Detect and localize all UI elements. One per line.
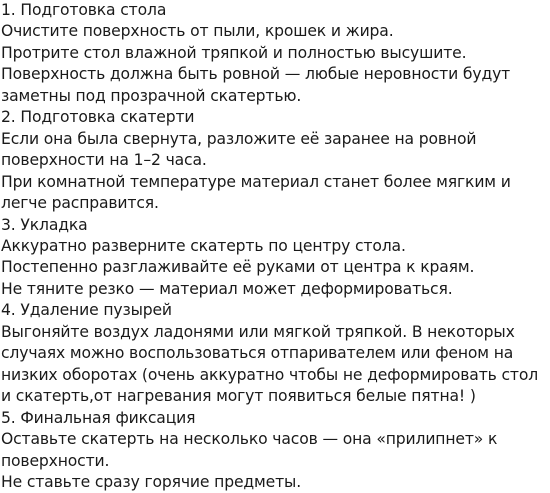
section-final-fixation [1, 408, 550, 493]
section-bubble-removal [1, 300, 550, 407]
section-table-prep [1, 0, 550, 107]
section-laying [1, 215, 550, 301]
paragraph: Выгоняйте воздух ладонями или мягкой тряпкой. В некоторых случаях можно воспользоваться отпаривателем или феном на низких оборотах (очень аккуратно чтобы не деформировать стол и скатерть,от нагревания могут появиться белые пятна! ) [1, 322, 539, 406]
paragraph: Оставьте скатерть на несколько часов — она «прилипнет» к поверхности. [1, 430, 498, 470]
paragraph: Протрите стол влажной тряпкой и полностью высушите. [1, 43, 467, 62]
paragraph: Очистите поверхность от пыли, крошек и жира. [1, 22, 394, 41]
paragraph: Не тяните резко — материал может деформироваться. [1, 279, 453, 298]
section-heading: 1. Подготовка стола [1, 1, 167, 19]
section-tablecloth-prep [1, 107, 550, 214]
section-heading: 5. Финальная фиксация [1, 408, 196, 427]
section-heading: 4. Удаление пузырей [1, 301, 172, 320]
paragraph: Если она была свернута, разложите её заранее на ровной поверхности на 1–2 часа. [1, 129, 477, 170]
paragraph: Не ставьте сразу горячие предметы. [1, 472, 301, 491]
paragraph: Аккуратно разверните скатерть по центру стола. [1, 236, 406, 255]
paragraph: Постепенно разглаживайте её руками от центра к краям. [1, 258, 475, 277]
paragraph: При комнатной температуре материал станет более мягким и легче расправится. [1, 172, 511, 213]
section-heading: 2. Подготовка скатерти [1, 108, 195, 127]
paragraph: Поверхность должна быть ровной — любые неровности будут заметны под прозрачной скатертью. [1, 65, 511, 105]
section-heading: 3. Укладка [1, 215, 88, 234]
